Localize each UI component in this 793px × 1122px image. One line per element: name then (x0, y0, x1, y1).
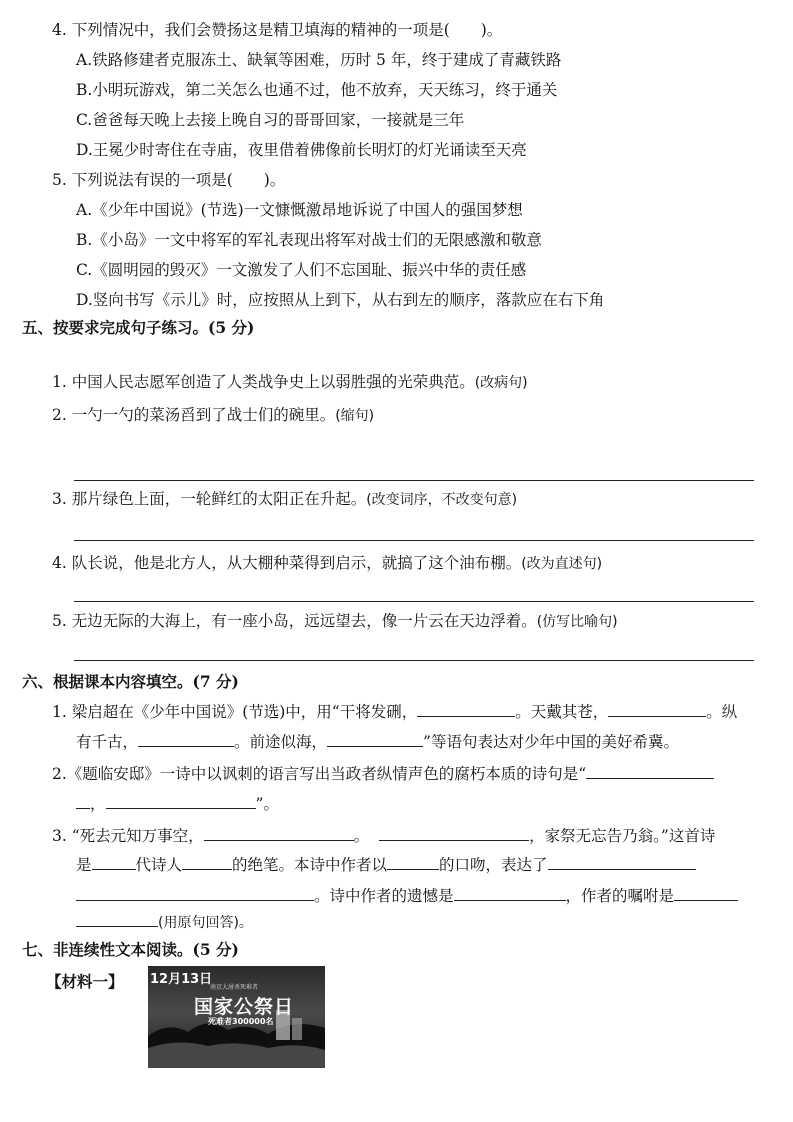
answer-line-5[interactable] (74, 660, 754, 661)
fill-text: ，作者的嘱咐是 (565, 887, 675, 905)
answer-line-3[interactable] (74, 540, 754, 541)
sentence-item-2 (52, 403, 374, 425)
fill-question-3-line-4 (76, 912, 253, 932)
question-4-stem: 4. 下列情况中，我们会赞扬这是精卫填海的精神的一项是( )。 (52, 21, 503, 39)
question-4-option-a: A.铁路修建者克服冻土、缺氧等困难，历时 5 年，终于建成了青藏铁路 (76, 51, 562, 69)
fill-blank[interactable] (454, 886, 566, 901)
answer-line-4[interactable] (74, 601, 754, 602)
sentence-item-hint: (仿写比喻句) (536, 614, 618, 630)
fill-text: 代诗人 (135, 856, 183, 874)
sentence-item-4 (52, 551, 602, 573)
sentence-item-5 (52, 609, 618, 631)
question-5-option-a: A.《少年中国说》(节选)一文慷慨激昂地诉说了中国人的强国梦想 (76, 201, 523, 219)
fill-text: 1. 梁启超在《少年中国说》(节选)中，用“干将发硎， (52, 703, 418, 721)
fill-question-1-line-1 (52, 700, 737, 722)
sentence-item-hint: (改为直述句) (521, 556, 603, 572)
question-4-option-d: D.王冕少时寄住在寺庙，夜里借着佛像前长明灯的灯光诵读至天亮 (76, 141, 527, 159)
fill-text: 。诗中作者的遗憾是 (314, 887, 454, 905)
sentence-item-text: 3. 那片绿色上面，一轮鲜红的太阳正在升起。 (52, 490, 367, 508)
answer-line-2[interactable] (74, 480, 754, 481)
question-5-option-d: D.竖向书写《示儿》时，应按照从上到下，从右到左的顺序，落款应在右下角 (76, 291, 605, 309)
sentence-item-hint: (改病句) (474, 375, 528, 391)
fill-text: 的绝笔。本诗中作者以 (232, 856, 388, 874)
fill-question-2-line-2 (76, 792, 279, 814)
fill-text: 。纵 (706, 703, 738, 721)
fill-blank[interactable] (327, 732, 423, 747)
fill-blank[interactable] (182, 855, 232, 870)
fill-text: 的口吻，表达了 (439, 856, 548, 874)
sentence-item-text: 4. 队长说，他是北方人，从大棚种菜得到启示，就搞了这个油布棚。 (52, 554, 522, 572)
fill-blank[interactable] (76, 912, 158, 927)
material-1-label: 【材料一】 (46, 972, 124, 991)
poster-number: 死难者300000名 (208, 1017, 274, 1026)
fill-blank[interactable] (586, 764, 714, 779)
fill-text: 。前途似海， (234, 733, 328, 751)
fill-text: 。 (353, 827, 370, 845)
question-5-stem: 5. 下列说法有误的一项是( )。 (52, 171, 286, 189)
fill-blank[interactable] (204, 826, 354, 841)
section-5-heading: 五、按要求完成句子练习。(5 分) (22, 318, 255, 337)
fill-question-2-line-1 (52, 762, 714, 784)
fill-question-3-line-3 (76, 884, 738, 906)
poster-date: 12月13日 (150, 972, 213, 987)
fill-blank[interactable] (379, 826, 529, 841)
question-4-option-b: B.小明玩游戏，第二关怎么也通不过，他不放弃，天天练习，终于通关 (76, 81, 558, 99)
fill-blank[interactable] (417, 702, 515, 717)
fill-text: 3. “死去元知万事空， (52, 827, 204, 845)
fill-text: 是 (76, 856, 92, 874)
memorial-day-poster-image (148, 966, 325, 1068)
sentence-item-text: 5. 无边无际的大海上，有一座小岛，远远望去，像一片云在天边浮着。 (52, 612, 537, 630)
fill-blank[interactable] (76, 886, 314, 901)
fill-hint: (用原句回答)。 (158, 915, 253, 931)
question-5-option-b: B.《小岛》一文中将军的军礼表现出将军对战士们的无限感激和敬意 (76, 231, 542, 249)
fill-text: 。天戴其苍， (515, 703, 609, 721)
sentence-item-text: 1. 中国人民志愿军创造了人类战争史上以弱胜强的光荣典范。 (52, 373, 475, 391)
fill-blank[interactable] (92, 855, 136, 870)
question-4-option-c: C.爸爸每天晚上去接上晚自习的哥哥回家，一接就是三年 (76, 111, 465, 129)
fill-text: ”等语句表达对少年中国的美好希冀。 (423, 733, 679, 751)
fill-blank[interactable] (138, 732, 234, 747)
fill-text: ， (90, 795, 106, 813)
sentence-item-hint: (缩句) (335, 408, 375, 424)
fill-blank[interactable] (76, 794, 90, 809)
section-7-heading: 七、非连续性文本阅读。(5 分) (22, 940, 239, 959)
sentence-item-1 (52, 370, 528, 392)
fill-blank[interactable] (674, 886, 738, 901)
fill-blank[interactable] (608, 702, 706, 717)
fill-question-3-line-1 (52, 824, 715, 846)
fill-text: 有千古， (76, 733, 139, 751)
fill-blank[interactable] (106, 794, 256, 809)
fill-text: ，家祭无忘告乃翁。”这首诗 (529, 827, 716, 845)
fill-question-3-line-2 (76, 853, 696, 875)
poster-subtitle: 南京大屠杀死难者 (210, 984, 259, 991)
sentence-item-hint: (改变词序，不改变句意) (366, 492, 518, 508)
poster-title: 国家公祭日 (194, 996, 295, 1018)
question-5-option-c: C.《圆明园的毁灭》一文激发了人们不忘国耻、振兴中华的责任感 (76, 261, 527, 279)
fill-question-1-line-2 (76, 730, 679, 752)
sentence-item-3 (52, 487, 517, 509)
fill-text: ”。 (255, 795, 279, 813)
fill-text: 2.《题临安邸》一诗中以讽刺的语言写出当政者纵情声色的腐朽本质的诗句是“ (52, 765, 587, 783)
fill-blank[interactable] (548, 855, 696, 870)
sentence-item-text: 2. 一勺一勺的菜汤舀到了战士们的碗里。 (52, 406, 336, 424)
fill-blank[interactable] (387, 855, 439, 870)
section-6-heading: 六、根据课本内容填空。(7 分) (22, 672, 239, 691)
